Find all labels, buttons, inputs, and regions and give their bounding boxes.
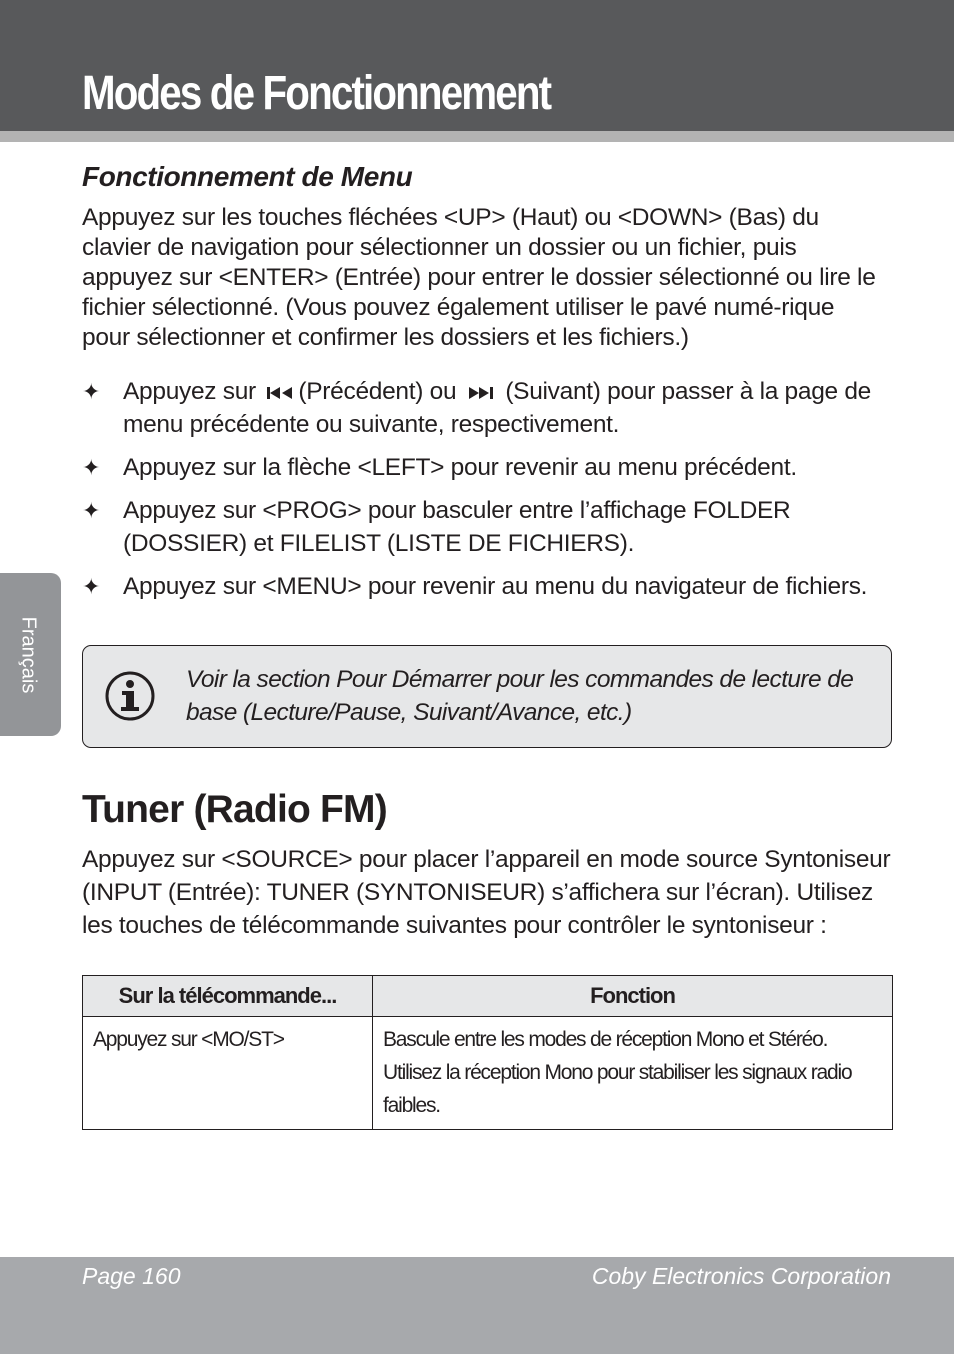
table-cell: Appuyez sur <MO/ST> [83, 1017, 373, 1130]
menu-intro-paragraph: Appuyez sur les touches fléchées <UP> (Haut) ou <DOWN> (Bas) du clavier de navigation pour sélectionner un dossier ou un fichier, puis appuyez sur <ENTER> (Entrée) pour entrer le dossier sélectionné ou lire le fichier sélectionné. (Vous pouvez également utiliser le pavé numé-rique pour sélectionner et confirmer les dossiers et les fichiers.) [82, 204, 876, 351]
bullet-text: Appuyez sur la flèche <LEFT> pour revenir au menu précédent. [123, 454, 797, 481]
bullet-star-icon: ✦ [82, 498, 101, 523]
page-header [0, 0, 954, 131]
table-header-row [83, 976, 893, 1017]
tuner-intro-paragraph: Appuyez sur <SOURCE> pour placer l’appareil en mode source Syntoniseur (INPUT (Entrée): TUNER (SYNTONISEUR) s’affichera sur l’écran). Utilisez les touches de télécommande suivantes pour contrôler le syntoniseur : [82, 846, 891, 939]
remote-functions-table [82, 975, 893, 1130]
language-tab-label: Français [17, 616, 40, 694]
tuner-section-heading: Tuner (Radio FM) [82, 788, 387, 831]
table-cell: Bascule entre les modes de réception Mono et Stéréo. Utilisez la réception Mono pour stabiliser les signaux radio faibles. [373, 1017, 893, 1130]
bullet-text-part: (Suivant) pour passer à la page de menu précédente ou suivante, respectivement. [123, 378, 872, 438]
page-footer [0, 1257, 954, 1354]
bullet-star-icon: ✦ [82, 455, 101, 480]
menu-section-heading: Fonctionnement de Menu [82, 161, 413, 192]
bullet-star-icon: ✦ [82, 574, 101, 599]
info-note-box [82, 645, 892, 748]
table-header-cell: Fonction [373, 976, 893, 1017]
bullet-text [123, 375, 898, 441]
page-title: Modes de Fonctionnement [82, 67, 551, 120]
language-tab [0, 573, 61, 736]
bullet-star-icon: ✦ [82, 379, 101, 404]
bullet-text-part: (Précédent) ou [298, 378, 457, 405]
bullet-text: Appuyez sur <PROG> pour basculer entre l’affichage FOLDER (DOSSIER) et FILELIST (LISTE DE FICHIERS). [123, 497, 791, 557]
info-note-text: Voir la section Pour Démarrer pour les commandes de lecture de base (Lecture/Pause, Suivant/Avance, etc.) [186, 666, 854, 726]
next-icon [467, 385, 495, 401]
bullet-text-part: Appuyez sur [123, 378, 256, 405]
table-header-cell: Sur la télécommande... [83, 976, 373, 1017]
info-icon [103, 669, 157, 723]
bullet-text: Appuyez sur <MENU> pour revenir au menu du navigateur de fichiers. [123, 573, 868, 600]
previous-icon [266, 385, 294, 401]
company-name: Coby Electronics Corporation [591, 1263, 891, 1289]
page-number: Page 160 [82, 1263, 181, 1289]
table-row [83, 1017, 893, 1130]
header-divider [0, 131, 954, 142]
